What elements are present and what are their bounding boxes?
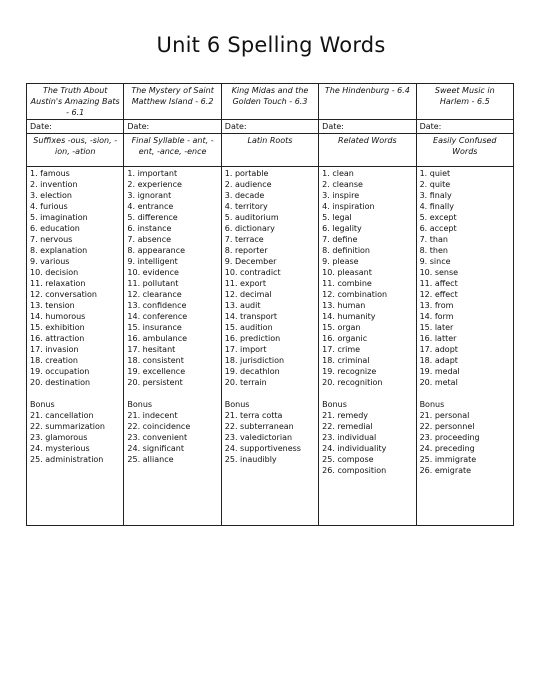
bonus-word: 25. immigrate <box>419 455 477 464</box>
spelling-word: 15. audition <box>224 323 273 332</box>
bonus-word: 22. summarization <box>30 422 105 431</box>
bonus-word: 21. terra cotta <box>224 411 283 420</box>
column-heading: The Mystery of Saint Matthew Island - 6.2 <box>124 84 221 120</box>
spelling-word: 16. organic <box>322 334 368 343</box>
date-row <box>27 120 514 134</box>
spelling-word: 12. effect <box>419 290 458 299</box>
spelling-word: 19. recognize <box>322 367 377 376</box>
spelling-word: 7. define <box>322 235 358 244</box>
spelling-word: 12. clearance <box>127 290 182 299</box>
spelling-word: 2. cleanse <box>322 180 363 189</box>
date-label: Date: <box>27 120 124 134</box>
spelling-word: 2. quite <box>419 180 451 189</box>
spelling-word: 8. appearance <box>127 246 186 255</box>
spelling-word: 20. destination <box>30 378 91 387</box>
spelling-word: 1. important <box>127 169 178 178</box>
bonus-word: 26. emigrate <box>419 466 472 475</box>
spelling-word: 10. pleasant <box>322 268 372 277</box>
word-list-cell <box>124 167 221 526</box>
spelling-word: 20. recognition <box>322 378 383 387</box>
column-heading: The Truth About Austin's Amazing Bats - 6.1 <box>27 84 124 120</box>
spelling-word: 5. legal <box>322 213 352 222</box>
spelling-word: 5. difference <box>127 213 178 222</box>
date-label: Date: <box>319 120 416 134</box>
spelling-word: 15. organ <box>322 323 361 332</box>
bonus-word: 23. individual <box>322 433 377 442</box>
page-title: Unit 6 Spelling Words <box>156 33 386 57</box>
spelling-word: 11. combine <box>322 279 372 288</box>
bonus-word: 26. composition <box>322 466 387 475</box>
bonus-word: 23. valedictorian <box>224 433 293 442</box>
bonus-label: Bonus <box>419 400 445 409</box>
bonus-word: 24. mysterious <box>30 444 90 453</box>
spelling-word: 7. absence <box>127 235 172 244</box>
spelling-word: 18. creation <box>30 356 78 365</box>
spelling-word: 7. than <box>419 235 448 244</box>
spelling-word: 9. intelligent <box>127 257 178 266</box>
date-label: Date: <box>124 120 221 134</box>
bonus-word: 25. inaudibly <box>224 455 277 464</box>
spelling-word: 2. experience <box>127 180 182 189</box>
bonus-word: 21. remedy <box>322 411 368 420</box>
date-label: Date: <box>221 120 318 134</box>
spacer <box>225 388 315 399</box>
spelling-word: 19. medal <box>419 367 460 376</box>
spelling-word: 13. confidence <box>127 301 187 310</box>
spelling-word: 4. finally <box>419 202 454 211</box>
spelling-word: 16. attraction <box>30 334 85 343</box>
spelling-word: 18. adapt <box>419 356 458 365</box>
spelling-word: 3. inspire <box>322 191 360 200</box>
spelling-word: 6. accept <box>419 224 457 233</box>
bonus-word: 22. coincidence <box>127 422 191 431</box>
spelling-word: 19. excellence <box>127 367 186 376</box>
spelling-word: 1. quiet <box>419 169 451 178</box>
bonus-word: 23. proceeding <box>419 433 480 442</box>
bonus-word: 25. alliance <box>127 455 174 464</box>
spelling-word: 14. transport <box>224 312 278 321</box>
spelling-word: 12. conversation <box>30 290 97 299</box>
spelling-word: 4. furious <box>30 202 68 211</box>
spelling-word: 17. invasion <box>30 345 79 354</box>
date-label: Date: <box>416 120 513 134</box>
spelling-word: 1. portable <box>224 169 269 178</box>
spelling-word: 1. famous <box>30 169 70 178</box>
spelling-word: 17. import <box>224 345 267 354</box>
spelling-word: 16. latter <box>419 334 457 343</box>
spelling-word: 4. territory <box>224 202 268 211</box>
spelling-word: 19. decathlon <box>224 367 280 376</box>
bonus-word: 25. compose <box>322 455 374 464</box>
spelling-word: 15. exhibition <box>30 323 85 332</box>
spelling-word: 13. human <box>322 301 366 310</box>
spelling-word: 16. ambulance <box>127 334 188 343</box>
spelling-word: 15. insurance <box>127 323 182 332</box>
spelling-word: 14. form <box>419 312 454 321</box>
bonus-word: 21. cancellation <box>30 411 94 420</box>
bonus-label: Bonus <box>224 400 250 409</box>
spacer <box>30 388 120 399</box>
spelling-word: 11. pollutant <box>127 279 179 288</box>
spelling-word: 13. from <box>419 301 454 310</box>
spelling-word: 17. crime <box>322 345 361 354</box>
spelling-word: 10. sense <box>419 268 459 277</box>
spelling-word: 20. terrain <box>224 378 267 387</box>
category-row <box>27 134 514 167</box>
spelling-word: 2. invention <box>30 180 78 189</box>
word-list-cell <box>221 167 318 526</box>
spelling-word: 4. entrance <box>127 202 174 211</box>
category-label: Easily Confused Words <box>416 134 513 167</box>
word-list-cell <box>319 167 416 526</box>
spelling-words-table <box>26 83 514 526</box>
spelling-word: 20. persistent <box>127 378 183 387</box>
bonus-word: 23. convenient <box>127 433 188 442</box>
bonus-word: 24. individuality <box>322 444 387 453</box>
spelling-word: 8. then <box>419 246 448 255</box>
spelling-word: 18. jurisdiction <box>224 356 285 365</box>
spelling-word: 6. dictionary <box>224 224 275 233</box>
bonus-word: 24. significant <box>127 444 184 453</box>
spacer <box>420 388 510 399</box>
spelling-word: 13. tension <box>30 301 75 310</box>
spelling-word: 4. inspiration <box>322 202 375 211</box>
word-list-cell <box>27 167 124 526</box>
spelling-word: 20. metal <box>419 378 458 387</box>
spelling-word: 5. imagination <box>30 213 88 222</box>
spelling-word: 12. decimal <box>224 290 272 299</box>
spelling-word: 7. terrace <box>224 235 264 244</box>
bonus-word: 24. preceding <box>419 444 475 453</box>
spacer <box>127 388 217 399</box>
spelling-word: 6. education <box>30 224 80 233</box>
bonus-word: 25. administration <box>30 455 104 464</box>
bonus-word: 21. indecent <box>127 411 178 420</box>
spelling-word: 3. finaly <box>419 191 452 200</box>
spelling-word: 8. explanation <box>30 246 88 255</box>
column-heading: The Hindenburg - 6.4 <box>319 84 416 120</box>
words-row <box>27 167 514 526</box>
spacer <box>322 388 412 399</box>
spelling-word: 15. later <box>419 323 454 332</box>
bonus-word: 21. personal <box>419 411 470 420</box>
spelling-word: 17. hesitant <box>127 345 176 354</box>
spelling-word: 11. relaxation <box>30 279 86 288</box>
bonus-label: Bonus <box>322 400 347 409</box>
bonus-label: Bonus <box>127 400 153 409</box>
spelling-word: 19. occupation <box>30 367 90 376</box>
word-list-cell <box>416 167 513 526</box>
spelling-word: 11. export <box>224 279 266 288</box>
heading-row <box>27 84 514 120</box>
bonus-word: 22. remedial <box>322 422 373 431</box>
spelling-word: 2. audience <box>224 180 272 189</box>
spelling-word: 5. except <box>419 213 457 222</box>
spelling-word: 9. December <box>224 257 277 266</box>
spelling-word: 6. legality <box>322 224 362 233</box>
spelling-word: 8. reporter <box>224 246 268 255</box>
spelling-word: 9. since <box>419 257 451 266</box>
spelling-word: 11. affect <box>419 279 458 288</box>
category-label: Latin Roots <box>221 134 318 167</box>
spelling-word: 10. decision <box>30 268 79 277</box>
bonus-word: 23. glamorous <box>30 433 88 442</box>
spelling-word: 18. consistent <box>127 356 184 365</box>
category-label: Suffixes -ous, -sion, -ion, -ation <box>27 134 124 167</box>
bonus-word: 22. subterranean <box>224 422 294 431</box>
spelling-word: 10. evidence <box>127 268 179 277</box>
spelling-word: 7. nervous <box>30 235 73 244</box>
spelling-word: 9. various <box>30 257 70 266</box>
spelling-word: 5. auditorium <box>224 213 279 222</box>
spelling-word: 16. prediction <box>224 334 281 343</box>
category-label: Related Words <box>319 134 416 167</box>
bonus-label: Bonus <box>30 400 55 409</box>
spelling-word: 3. ignorant <box>127 191 172 200</box>
spelling-word: 1. clean <box>322 169 354 178</box>
spelling-word: 3. election <box>30 191 72 200</box>
spelling-word: 14. humorous <box>30 312 86 321</box>
spelling-word: 12. combination <box>322 290 388 299</box>
category-label: Final Syllable - ant, -ent, -ance, -ence <box>124 134 221 167</box>
spelling-word: 6. instance <box>127 224 172 233</box>
spelling-word: 8. definition <box>322 246 371 255</box>
spelling-word: 18. criminal <box>322 356 370 365</box>
bonus-word: 22. personnel <box>419 422 475 431</box>
bonus-word: 24. supportiveness <box>224 444 301 453</box>
spelling-word: 13. audit <box>224 301 261 310</box>
spelling-word: 9. please <box>322 257 359 266</box>
column-heading: Sweet Music in Harlem - 6.5 <box>416 84 513 120</box>
spelling-word: 3. decade <box>224 191 265 200</box>
spelling-word: 14. humanity <box>322 312 376 321</box>
spelling-word: 17. adopt <box>419 345 458 354</box>
spelling-word: 10. contradict <box>224 268 281 277</box>
spelling-word: 14. conference <box>127 312 188 321</box>
column-heading: King Midas and the Golden Touch - 6.3 <box>221 84 318 120</box>
